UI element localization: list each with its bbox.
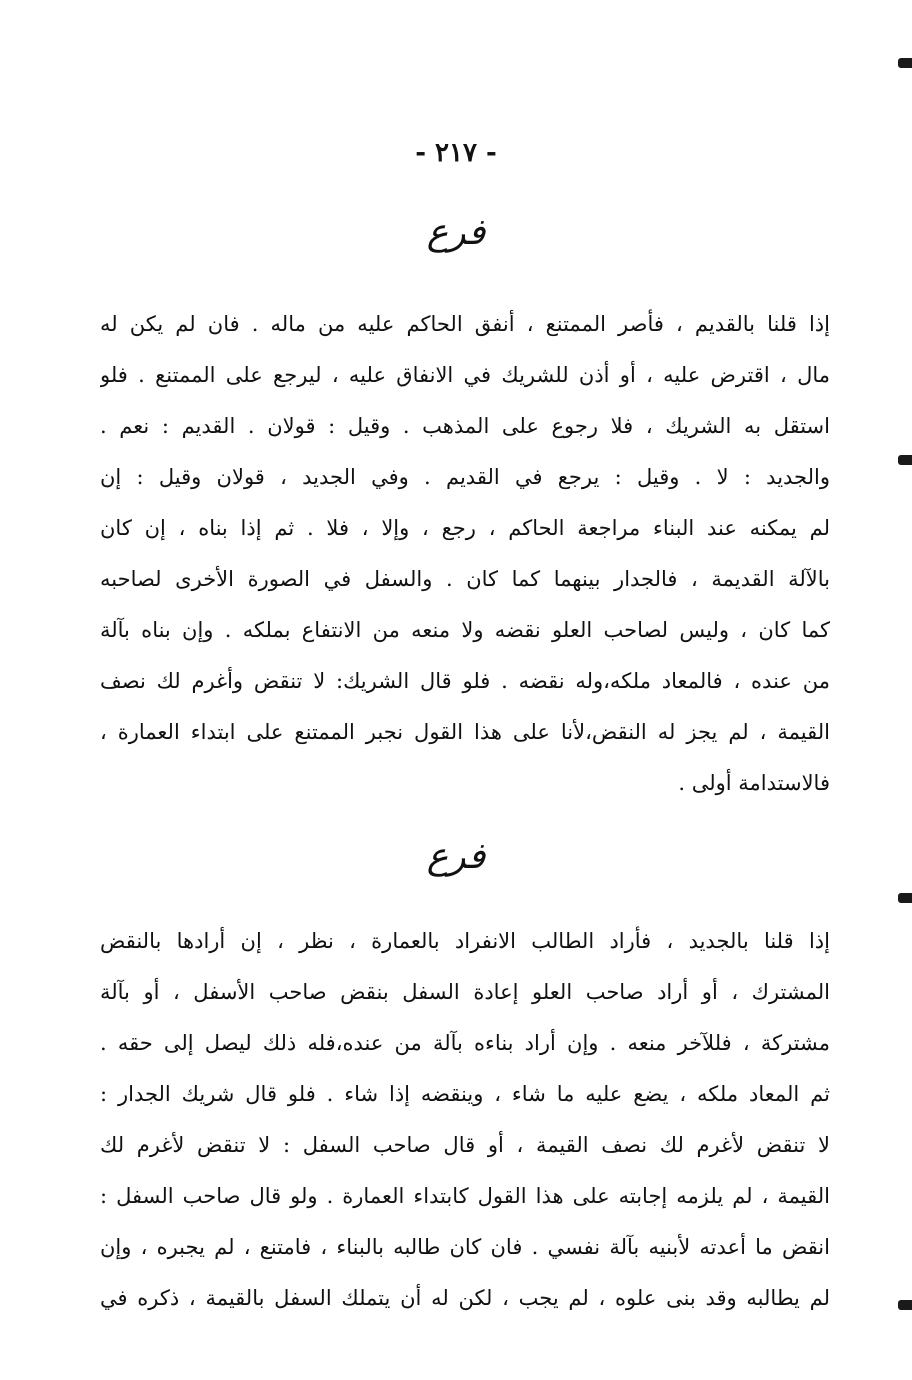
scan-edge-mark xyxy=(898,1300,912,1310)
text-line: والجديد : لا . وقيل : يرجع في القديم . وفي الجديد ، قولان وقيل : إن xyxy=(100,465,830,489)
text-line: انقض ما أعدته لأبنيه بآلة نفسي . فان كان طالبه بالبناء ، فامتنع ، لم يجبره ، وإن xyxy=(100,1235,830,1259)
text-line: بالآلة القديمة ، فالجدار بينهما كما كان . والسفل في الصورة الأخرى لصاحبه xyxy=(100,567,830,591)
text-line: لم يطالبه وقد بنى علوه ، لم يجب ، لكن له أن يتملك السفل بالقيمة ، ذكره في xyxy=(100,1286,830,1310)
text-line: مشتركة ، فللآخر منعه . وإن أراد بناءه بآلة من عنده،فله ذلك ليصل إلى حقه . xyxy=(100,1031,830,1055)
scan-edge-mark xyxy=(898,58,912,68)
text-line: القيمة ، لم يجز له النقض،لأنا على هذا القول نجبر الممتنع على ابتداء العمارة ، xyxy=(100,720,830,744)
scan-edge-mark xyxy=(898,893,912,903)
text-line: من عنده ، فالمعاد ملكه،وله نقضه . فلو قال الشريك: لا تنقض وأغرم لك نصف xyxy=(100,669,830,693)
section-paragraph xyxy=(100,916,830,1324)
text-line: لم يمكنه عند البناء مراجعة الحاكم ، رجع ، وإلا ، فلا . ثم إذا بناه ، إن كان xyxy=(100,516,830,540)
text-line: لا تنقض لأغرم لك نصف القيمة ، أو قال صاحب السفل : لا تنقض لأغرم لك xyxy=(100,1133,830,1157)
text-line: إذا قلنا بالقديم ، فأصر الممتنع ، أنفق الحاكم عليه من ماله . فان لم يكن له xyxy=(100,312,830,336)
text-line: ثم المعاد ملكه ، يضع عليه ما شاء ، وينقضه إذا شاء . فلو قال شريك الجدار : xyxy=(100,1082,830,1106)
text-line: مال ، اقترض عليه ، أو أذن للشريك في الانفاق عليه ، ليرجع على الممتنع . فلو xyxy=(100,363,830,387)
section-paragraph xyxy=(100,299,830,809)
section-heading: فرع xyxy=(426,836,486,877)
text-line: القيمة ، لم يلزمه إجابته على هذا القول كابتداء العمارة . ولو قال صاحب السفل : xyxy=(100,1184,830,1208)
section-heading: فرع xyxy=(426,212,486,253)
text-line: استقل به الشريك ، فلا رجوع على المذهب . وقيل : قولان . القديم : نعم . xyxy=(100,414,830,438)
scan-edge-mark xyxy=(898,455,912,465)
text-line: فالاستدامة أولى . xyxy=(678,771,830,795)
text-line: إذا قلنا بالجديد ، فأراد الطالب الانفراد بالعمارة ، نظر ، إن أرادها بالنقض xyxy=(100,929,830,953)
page-number: - ٢١٧ - xyxy=(415,138,497,168)
text-line: كما كان ، وليس لصاحب العلو نقضه ولا منعه من الانتفاع بملكه . وإن بناه بآلة xyxy=(100,618,830,642)
text-line: المشترك ، أو أراد صاحب العلو إعادة السفل بنقض صاحب الأسفل ، أو بآلة xyxy=(100,980,830,1004)
